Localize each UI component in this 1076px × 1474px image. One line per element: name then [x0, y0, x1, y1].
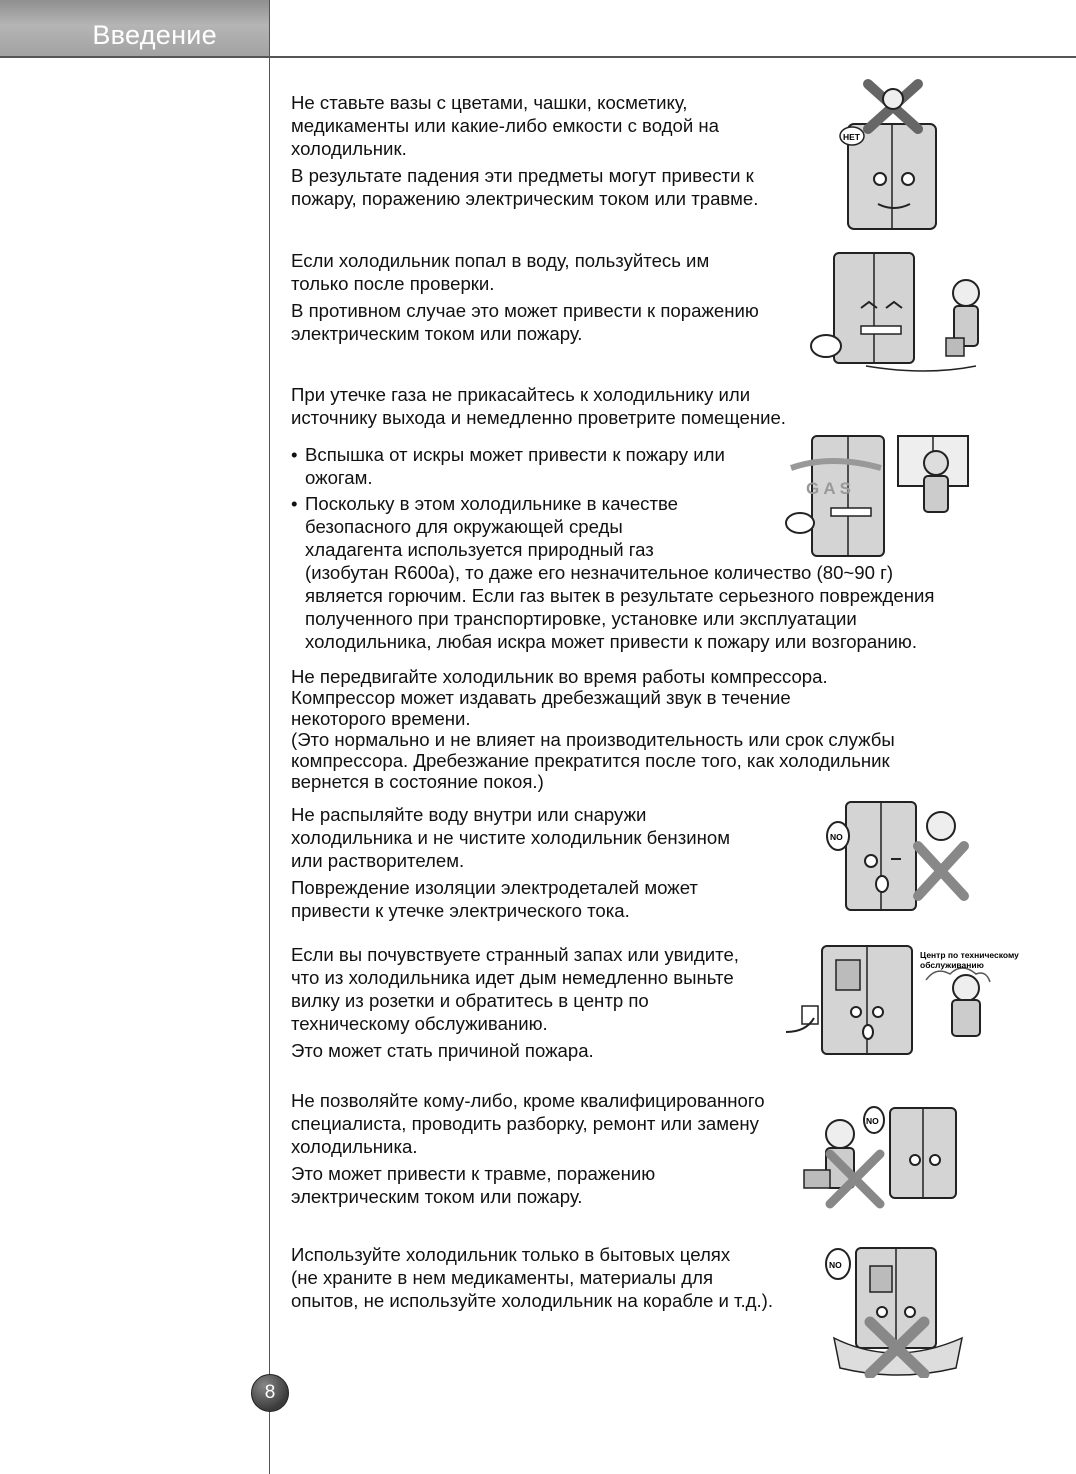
text-line: холодильник.: [291, 138, 407, 159]
text-line: электрическим током или пожару.: [291, 323, 583, 344]
text-line: (не храните в нем медикаменты, материалы для: [291, 1267, 714, 1288]
text-line: опытов, не используйте холодильник на корабле и т.д.).: [291, 1290, 774, 1311]
text-line: холодильника, любая искра может привести к пожару или возгоранию.: [305, 631, 917, 652]
text-line: холодильника.: [291, 1136, 418, 1157]
text-line: (Это нормально и не влияет на производительность или срок службы: [291, 729, 895, 750]
text-line: • Вспышка от искры может привести к пожару или: [305, 444, 725, 465]
no-label: НЕТ: [843, 132, 860, 142]
text-line: хладагента используется природный газ: [305, 539, 654, 560]
page-number: 8: [264, 1382, 276, 1403]
text-line: Это может стать причиной пожара.: [291, 1040, 594, 1061]
warning-repair: [291, 1089, 765, 1208]
text-line: • Поскольку в этом холодильнике в качестве: [305, 493, 679, 514]
text-line: В результате падения эти предметы могут привести к: [291, 165, 754, 186]
page-number-badge: [251, 1374, 289, 1412]
text-line: Если холодильник попал в воду, пользуйтесь им: [291, 250, 710, 271]
text-line: В противном случае это может привести к поражению: [291, 300, 759, 321]
header-divider: [0, 56, 1076, 58]
text-line: электрическим током или пожару.: [291, 1186, 583, 1207]
text-line: вернется в состояние покоя.): [291, 771, 544, 792]
text-line: что из холодильника идет дым немедленно выньте: [291, 967, 734, 988]
page-title: Введение: [92, 20, 217, 50]
text-line: пожару, поражению электрическим током или травме.: [291, 188, 759, 209]
text-line: Не передвигайте холодильник во время работы компрессора.: [291, 666, 828, 687]
text-line: техническому обслуживанию.: [291, 1013, 548, 1034]
fridge-household-illustration: [820, 1242, 976, 1378]
text-line: Не распыляйте воду внутри или снаружи: [291, 804, 647, 825]
text-line: безопасного для окружающей среды: [305, 516, 623, 537]
text-line: (изобутан R600a), то даже его незначительное количество (80~90 г): [305, 562, 894, 583]
warning-smoke: [291, 943, 739, 1062]
text-line: привести к утечке электрического тока.: [291, 900, 630, 921]
fridge-water-illustration: [806, 248, 996, 376]
warning-vases: [291, 91, 758, 210]
text-line: Используйте холодильник только в бытовых целях: [291, 1244, 731, 1265]
column-divider: [269, 0, 270, 1474]
gas-label: G A S: [806, 479, 852, 498]
service-center-label-line2: обслуживанию: [920, 960, 984, 970]
text-line: Если вы почувствуете странный запах или увидите,: [291, 944, 739, 965]
no-label: NO: [830, 832, 843, 842]
text-line: Не ставьте вазы с цветами, чашки, косметику,: [291, 92, 688, 113]
warning-water: [291, 249, 759, 345]
text-line: Компрессор может издавать дребезжащий звук в течение: [291, 687, 791, 708]
fridge-gas-illustration: [776, 428, 986, 568]
fridge-vase-illustration: [838, 74, 960, 234]
text-line: вилку из розетки и обратитесь в центр по: [291, 990, 649, 1011]
text-line: специалиста, проводить разборку, ремонт или замену: [291, 1113, 759, 1134]
fridge-smoke-illustration: [776, 940, 1024, 1062]
no-label: NO: [829, 1260, 842, 1270]
warning-compressor: [291, 666, 895, 792]
text-line: холодильника и не чистите холодильник бензином: [291, 827, 730, 848]
text-line: источнику выхода и немедленно проветрите помещение.: [291, 407, 786, 428]
text-line: полученного при транспортировке, установке или эксплуатации: [305, 608, 857, 629]
text-line: только после проверки.: [291, 273, 495, 294]
text-line: некоторого времени.: [291, 708, 471, 729]
text-line: компрессора. Дребезжание прекратится после того, как холодильник: [291, 750, 890, 771]
text-line: Не позволяйте кому-либо, кроме квалифицированного: [291, 1090, 765, 1111]
text-line: При утечке газа не прикасайтесь к холодильнику или: [291, 384, 751, 405]
text-line: Повреждение изоляции электродеталей может: [291, 877, 698, 898]
fridge-repair-illustration: [790, 1094, 980, 1210]
header-tab: [0, 0, 270, 56]
warning-spray-water: [291, 803, 730, 922]
text-line: ожогам.: [305, 467, 373, 488]
text-line: медикаменты или какие-либо емкости с водой на: [291, 115, 719, 136]
service-center-label-line1: Центр по техническому: [920, 950, 1019, 960]
fridge-spray-illustration: [826, 796, 974, 922]
text-line: Это может привести к травме, поражению: [291, 1163, 656, 1184]
warning-household-use: [291, 1243, 773, 1312]
text-line: является горючим. Если газ вытек в результате серьезного повреждения: [305, 585, 935, 606]
text-line: или растворителем.: [291, 850, 465, 871]
no-label: NO: [866, 1116, 879, 1126]
